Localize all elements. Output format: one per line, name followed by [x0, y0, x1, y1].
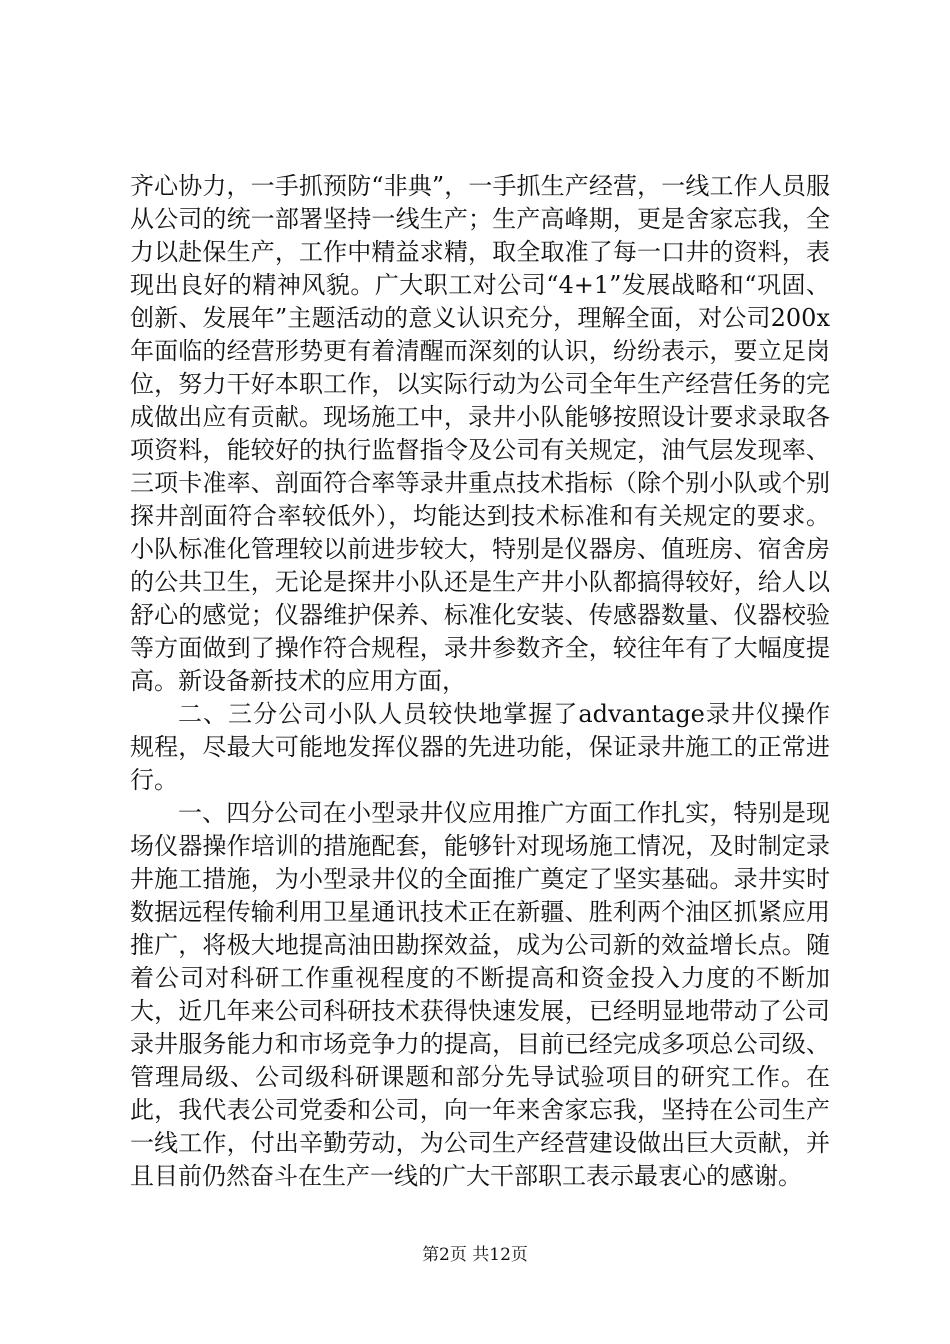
body-paragraph-1: 齐心协力，一手抓预防“非典”，一手抓生产经营，一线工作人员服从公司的统一部署坚持一线生产；生产高峰期，更是舍家忘我，全力以赴保生产，工作中精益求精，取全取准了每一口井的资料，表现出良好的精神风貌。广大职工对公司“4+1”发展战略和“巩固、创新、发展年”主题活动的意义认识充分，理解全面，对公司200x年面临的经营形势更有着清醒而深刻的认识，纷纷表示，要立足岗位，努力干好本职工作，以实际行动为公司全年生产经营任务的完成做出应有贡献。现场施工中，录井小队能够按照设计要求录取各项资料，能较好的执行监督指令及公司有关规定，油气层发现率、三项卡准率、剖面符合率等录井重点技术指标（除个别小队或个别探井剖面符合率较低外），均能达到技术标准和有关规定的要求。小队标准化管理较以前进步较大，特别是仪器房、值班房、宿舍房的公共卫生，无论是探井小队还是生产井小队都搞得较好，给人以舒心的感觉；仪器维护保养、标准化安装、传感器数量、仪器校验等方面做到了操作符合规程，录井参数齐全，较往年有了大幅度提高。新设备新技术的应用方面，: [130, 172, 830, 695]
page-footer: [0, 1245, 950, 1265]
page-number-label: 第2页 共12页: [422, 1245, 528, 1265]
body-paragraph-2: 二、三分公司小队人员较快地掌握了advantage录井仪操作规程，尽最大可能地发挥仪器的先进功能，保证录井施工的正常进行。: [130, 700, 830, 794]
document-body: [130, 170, 830, 1193]
body-paragraph-3: 一、四分公司在小型录井仪应用推广方面工作扎实，特别是现场仪器操作培训的措施配套，能够针对现场施工情况，及时制定录井施工措施，为小型录井仪的全面推广奠定了坚实基础。录井实时数据远程传输利用卫星通讯技术正在新疆、胜利两个油区抓紧应用推广，将极大地提高油田勘探效益，成为公司新的效益增长点。随着公司对科研工作重视程度的不断提高和资金投入力度的不断加大，近几年来公司科研技术获得快速发展，已经明显地带动了公司录井服务能力和市场竞争力的提高，目前已经完成多项总公司级、管理局级、公司级科研课题和部分先导试验项目的研究工作。在此，我代表公司党委和公司，向一年来舍家忘我，坚持在公司生产一线工作，付出辛勤劳动，为公司生产经营建设做出巨大贡献，并且目前仍然奋斗在生产一线的广大干部职工表示最衷心的感谢。: [130, 799, 830, 1190]
